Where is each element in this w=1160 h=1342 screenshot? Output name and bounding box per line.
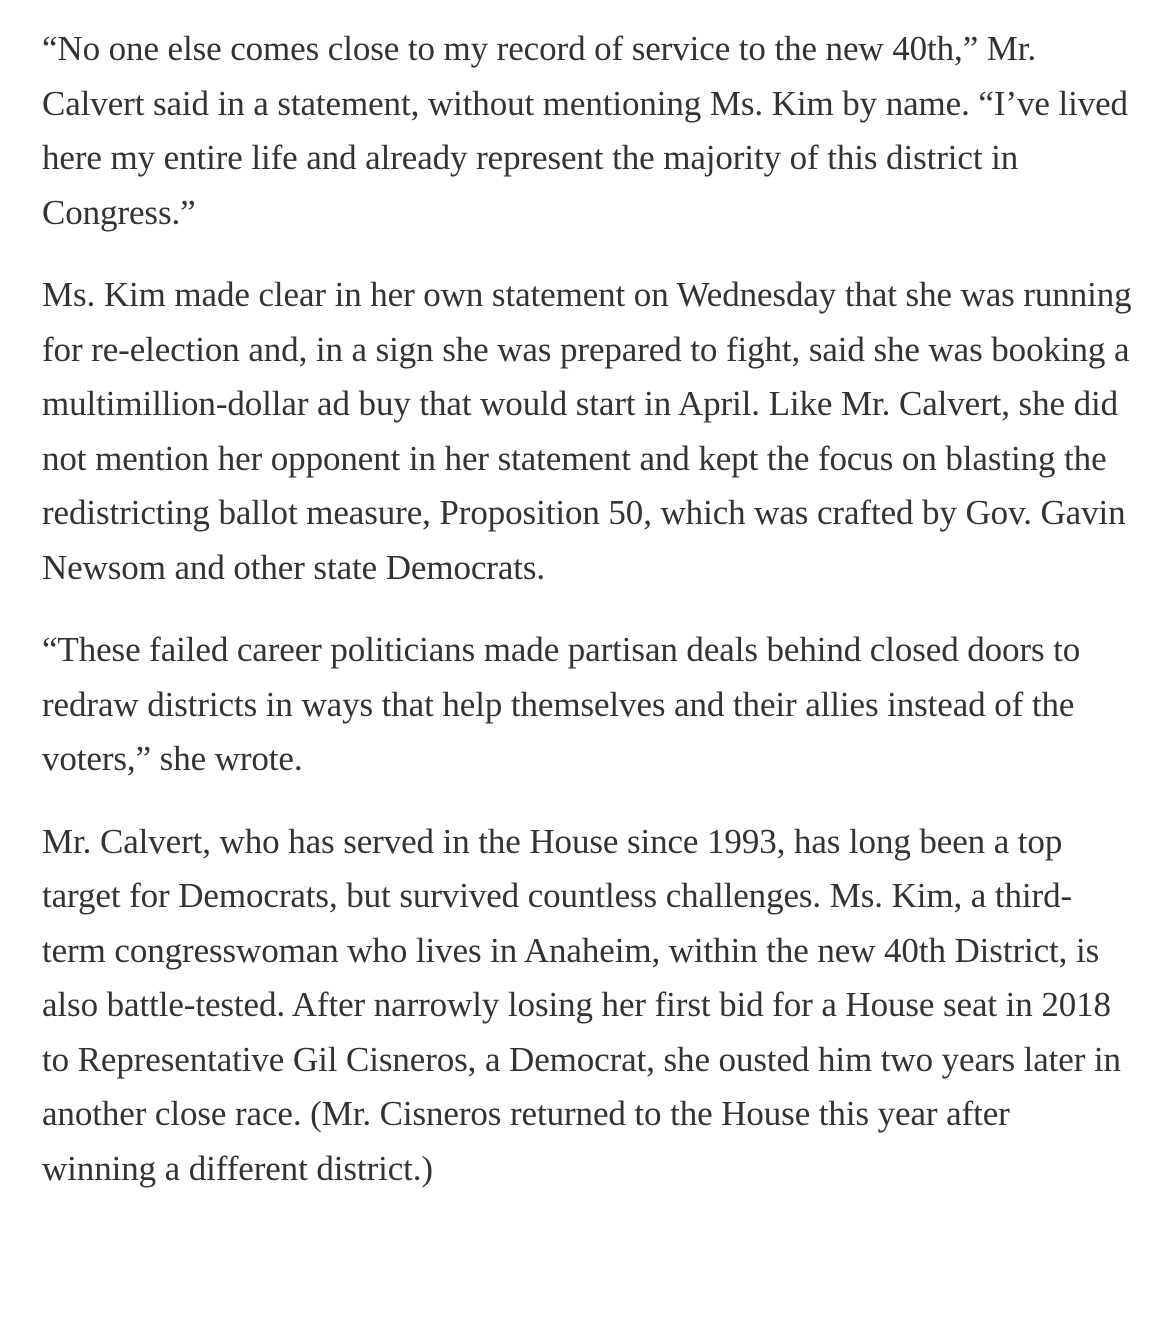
article-body bbox=[42, 22, 1132, 1196]
paragraph-background: Mr. Calvert, who has served in the House since 1993, has long been a top target for Democrats, but survived countless challenges. Ms. Kim, a third-term congresswoman who lives in Anaheim, within the new 40th District, is also battle-tested. After narrowly losing her first bid for a House seat in 2018 to Representative Gil Cisneros, a Democrat, she ousted him two years later in another close race. (Mr. Cisneros returned to the House this year after winning a different district.) bbox=[42, 821, 1121, 1188]
paragraph-kim-quote: “These failed career politicians made partisan deals behind closed doors to redraw districts in ways that help themselves and their allies instead of the voters,” she wrote. bbox=[42, 630, 1081, 778]
paragraph-kim-statement: Ms. Kim made clear in her own statement on Wednesday that she was running for re-election and, in a sign she was prepared to fight, said she was booking a multimillion-dollar ad buy that would start in April. Like Mr. Calvert, she did not mention her opponent in her statement and kept the focus on blasting the redistricting ballot measure, Proposition 50, which was crafted by Gov. Gavin Newsom and other state Democrats. bbox=[42, 275, 1132, 587]
paragraph-calvert-statement: “No one else comes close to my record of service to the new 40th,” Mr. Calvert said in a statement, without mentioning Ms. Kim by name. “I’ve lived here my entire life and already represent the majority of this district in Congress.” bbox=[42, 29, 1128, 232]
